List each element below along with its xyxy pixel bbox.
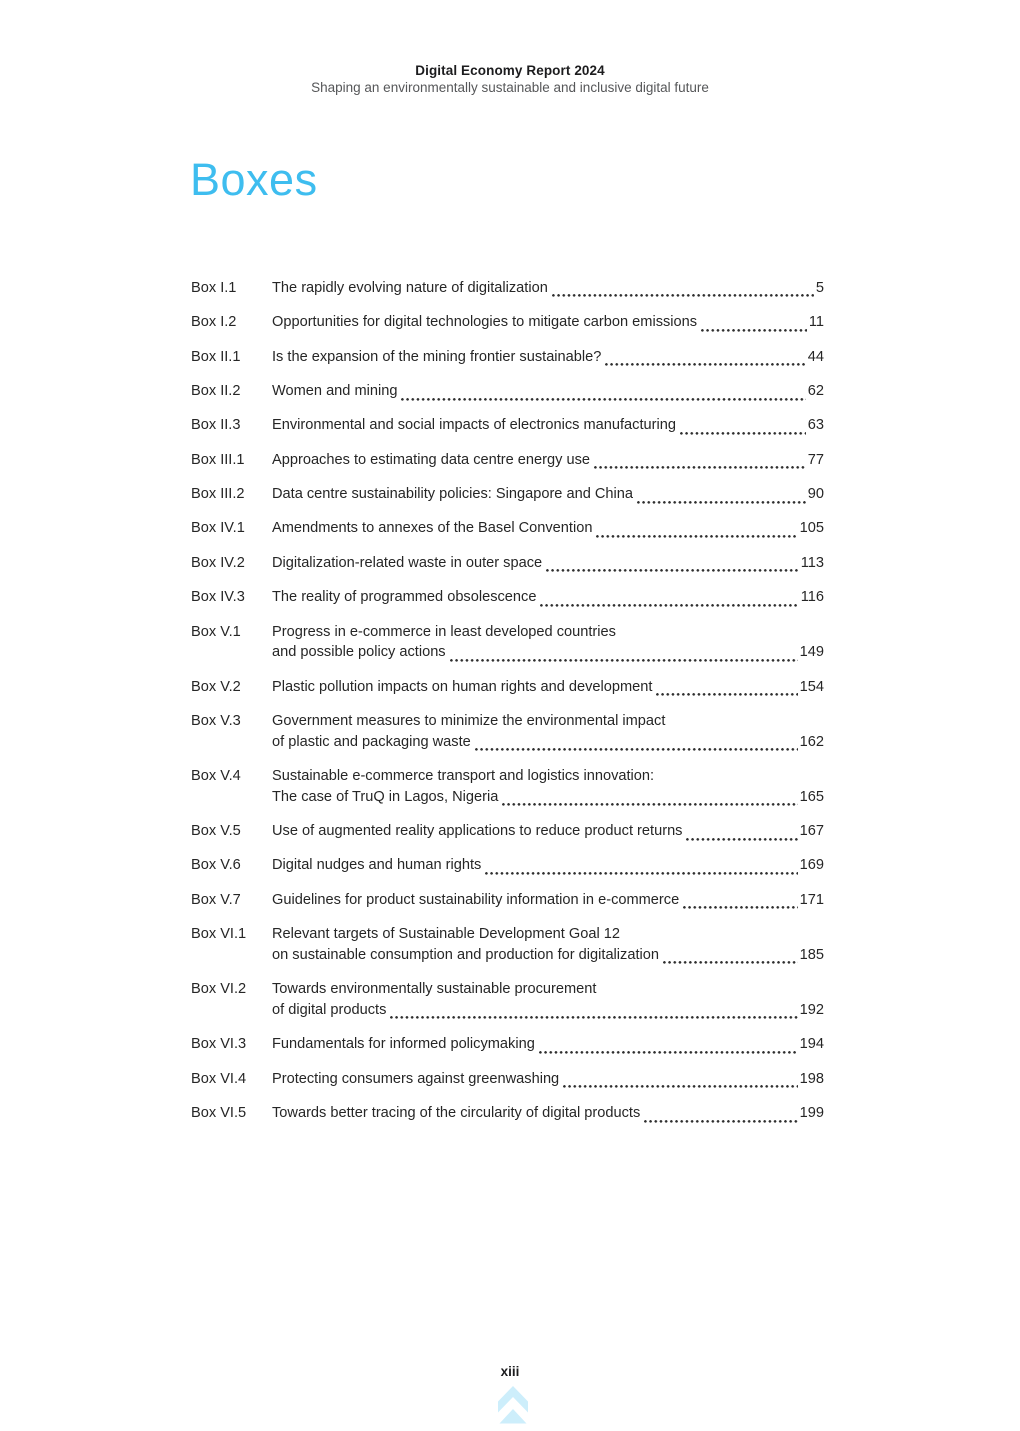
dot-leader [656,683,797,697]
toc-entry-body [272,450,824,471]
toc-entry-label: Box II.2 [191,382,241,399]
toc-entry-body [272,587,824,608]
toc-entry-title: The case of TruQ in Lagos, Nigeria [272,788,499,805]
toc-entry-body [272,979,824,1020]
toc-entry-title: Guidelines for product sustainability information in e-commerce [272,891,680,908]
dot-leader [401,388,805,402]
toc-entry[interactable] [191,711,824,752]
toc-entry[interactable] [191,381,824,402]
toc-entry-page-number: 154 [799,678,824,695]
toc-entry-title: Use of augmented reality applications to reduce product returns [272,823,683,839]
toc-entry-page-number: 171 [799,891,824,908]
toc-entry-title: of digital products [272,1001,387,1018]
toc-entry-label: Box II.3 [191,417,241,434]
dot-leader [485,862,797,876]
toc-entry[interactable] [191,312,824,333]
dot-leader [546,559,799,573]
toc-entry-page-number: 149 [799,644,824,661]
toc-entry-page-number: 44 [807,348,824,365]
toc-entry-title: The rapidly evolving nature of digitalization [272,279,548,296]
toc-entry[interactable] [191,821,824,842]
report-subtitle: Shaping an environmentally sustainable and inclusive digital future [311,80,709,95]
toc-entry-body [272,553,824,574]
toc-entry-page-number: 198 [799,1070,824,1087]
toc-entry-line-last [272,855,824,876]
toc-entry[interactable] [191,553,824,574]
toc-entry-page-number: 162 [799,733,824,750]
toc-entry-label: Box I.1 [191,279,237,296]
toc-entry-line-last [272,484,824,505]
dot-leader [540,594,798,608]
toc-entry-page-number: 62 [807,382,824,399]
toc-entry-label: Box IV.2 [191,554,245,571]
toc-entry-line-last [272,450,824,471]
toc-entry-body [272,821,824,842]
toc-entry-label: Box III.1 [191,451,245,468]
toc-entry-title: Opportunities for digital technologies to mitigate carbon emissions [272,314,698,331]
toc-entry[interactable] [191,415,824,436]
toc-entry[interactable] [191,855,824,876]
toc-entry-body [272,484,824,505]
toc-entry-line-last [272,787,824,808]
toc-entry-body [272,622,824,663]
toc-entry-line: Government measures to minimize the environmental impact [272,713,666,730]
toc-entry-page-number: 169 [799,857,824,874]
toc-entry-label: Box IV.1 [191,520,245,537]
dot-leader [683,896,797,910]
toc-entry-body [272,924,824,965]
toc-entry[interactable] [191,450,824,471]
toc-entry-page-number: 63 [807,417,824,434]
section-title: Boxes [190,154,318,205]
toc-entry[interactable] [191,587,824,608]
toc-entry-title: Digital nudges and human rights [272,857,482,874]
toc-entry-label: Box V.4 [191,768,241,785]
toc-entry-title: Approaches to estimating data centre energy use [272,451,591,468]
toc-entry-page-number: 113 [800,554,824,571]
toc-entry-label: Box I.2 [191,314,237,331]
dot-leader [701,319,807,333]
dot-leader [596,525,797,539]
toc-entry-body [272,518,824,539]
toc-entry-line-last [272,677,824,698]
toc-entry-page-number: 77 [807,451,824,468]
toc-entry-label: Box VI.5 [191,1104,247,1121]
toc-entry-line-last [272,1034,824,1055]
toc-entry-page-number: 167 [799,823,824,839]
toc-entry-label: Box V.6 [191,857,241,874]
toc-entry-body [272,381,824,402]
dot-leader [539,1041,798,1055]
toc-entry-page-number: 116 [800,589,824,606]
dot-leader [475,738,798,752]
toc-entry-label: Box V.3 [191,713,241,730]
toc-entry-line-last [272,587,824,608]
toc-entry[interactable] [191,979,824,1020]
dot-leader [502,793,797,807]
toc-entry-body [272,890,824,911]
toc-entry-body [272,415,824,436]
toc-entry-line-last [272,732,824,753]
toc-entry-line-last [272,415,824,436]
toc-entry-line-last [272,945,824,966]
toc-entry-label: Box V.5 [191,823,241,839]
toc-entry-line-last [272,312,824,333]
toc-entry-title: Women and mining [272,382,398,399]
toc-entry-line-last [272,553,824,574]
boxes-toc-list [191,278,824,1124]
toc-entry-page-number: 105 [799,520,824,537]
toc-entry[interactable] [191,278,824,299]
chevron-up-icon [498,1384,528,1431]
dot-leader [680,422,806,436]
toc-entry-title: Fundamentals for informed policymaking [272,1036,535,1053]
toc-entry-body [272,677,824,698]
toc-entry-label: Box IV.3 [191,589,245,606]
toc-entry-body [272,347,824,368]
toc-entry-label: Box VI.2 [191,981,247,998]
toc-entry-body [272,711,824,752]
toc-entry-label: Box II.1 [191,348,241,365]
toc-entry-label: Box V.1 [191,623,241,640]
toc-entry-line-last [272,347,824,368]
toc-entry-label: Box III.2 [191,486,245,503]
toc-entry-page-number: 165 [799,788,824,805]
dot-leader [637,491,806,505]
report-title: Digital Economy Report 2024 [415,63,605,78]
dot-leader [450,649,798,663]
toc-entry-line-last [272,278,824,299]
dot-leader [663,951,798,965]
dot-leader [686,828,797,842]
toc-entry[interactable] [191,890,824,911]
toc-entry-line-last [272,1000,824,1021]
toc-entry-title: Plastic pollution impacts on human rights and development [272,678,653,695]
toc-entry-page-number: 194 [799,1036,824,1053]
toc-entry-line-last [272,890,824,911]
toc-entry-title: of plastic and packaging waste [272,733,471,750]
dot-leader [390,1006,797,1020]
toc-entry-title: Environmental and social impacts of electronics manufacturing [272,417,676,434]
page-number: xiii [500,1364,520,1379]
toc-entry-title: Towards better tracing of the circularity of digital products [272,1104,641,1121]
toc-entry-title: on sustainable consumption and production for digitalization [272,946,659,963]
toc-entry-body [272,766,824,807]
toc-entry[interactable] [191,1069,824,1090]
dot-leader [644,1110,797,1124]
toc-entry-body [272,312,824,333]
toc-entry-label: Box VI.4 [191,1070,247,1087]
dot-leader [594,456,806,470]
toc-entry-title: and possible policy actions [272,644,446,661]
toc-entry-line-last [272,1103,824,1124]
toc-entry-line-last [272,1069,824,1090]
toc-entry-label: Box VI.1 [191,926,247,943]
toc-entry-title: Data centre sustainability policies: Singapore and China [272,486,634,503]
toc-entry-line: Relevant targets of Sustainable Development Goal 12 [272,926,621,943]
toc-entry[interactable] [191,924,824,965]
toc-entry-title: Is the expansion of the mining frontier sustainable? [272,348,602,365]
toc-entry[interactable] [191,484,824,505]
toc-entry-label: Box V.2 [191,678,241,695]
toc-entry-page-number: 90 [807,486,824,503]
toc-entry[interactable] [191,518,824,539]
toc-entry-title: Digitalization-related waste in outer space [272,554,543,571]
toc-entry-line-last [272,821,824,842]
dot-leader [563,1075,797,1089]
toc-entry-line-last [272,381,824,402]
dot-leader [605,353,805,367]
toc-entry[interactable] [191,766,824,807]
toc-entry-line: Towards environmentally sustainable procurement [272,981,597,998]
toc-entry-page-number: 192 [799,1001,824,1018]
toc-entry-body [272,1069,824,1090]
toc-entry-body [272,1103,824,1124]
toc-entry-page-number: 199 [799,1104,824,1121]
toc-entry-line: Sustainable e-commerce transport and logistics innovation: [272,768,655,785]
toc-entry-body [272,278,824,299]
toc-entry[interactable] [191,1034,824,1055]
toc-entry-line-last [272,518,824,539]
toc-entry-line: Progress in e-commerce in least developed countries [272,623,616,640]
toc-entry[interactable] [191,347,824,368]
toc-entry-line-last [272,642,824,663]
toc-entry-title: Protecting consumers against greenwashing [272,1070,560,1087]
toc-entry[interactable] [191,622,824,663]
toc-entry-page-number: 11 [808,314,824,331]
toc-entry-title: Amendments to annexes of the Basel Convention [272,520,593,537]
toc-entry[interactable] [191,677,824,698]
toc-entry-page-number: 5 [815,279,824,296]
dot-leader [552,284,814,298]
toc-entry-title: The reality of programmed obsolescence [272,589,537,606]
toc-entry-body [272,855,824,876]
toc-entry[interactable] [191,1103,824,1124]
running-header [0,0,1020,95]
toc-entry-label: Box V.7 [191,891,241,908]
toc-entry-body [272,1034,824,1055]
toc-entry-label: Box VI.3 [191,1036,247,1053]
toc-entry-page-number: 185 [799,946,824,963]
